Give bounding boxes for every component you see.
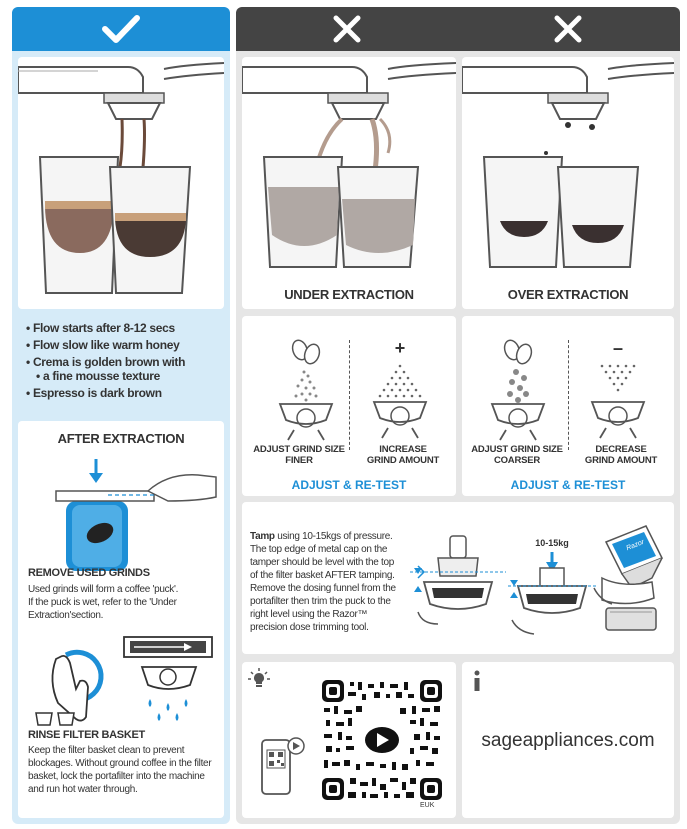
under-extraction-illustration [242, 57, 456, 287]
decrease-amount-icon [588, 362, 648, 442]
decrease-label-1: DECREASE [595, 444, 647, 455]
razor-tool-illustration [592, 518, 672, 638]
pressure-label: 10-15kg [535, 538, 569, 548]
finer-label-1: ADJUST GRIND SIZE [253, 444, 345, 455]
coarser-label-2: COARSER [493, 455, 541, 466]
tamp-text-3: tamper should be level with the top [250, 557, 395, 568]
rinse-illustration [26, 633, 216, 729]
coarser-grind-icon [488, 338, 548, 442]
qr-region-code: EUK [420, 802, 435, 809]
tamp-text-4: of the filter basket AFTER tamping. [250, 570, 395, 581]
info-icon [470, 670, 484, 692]
check-icon [102, 14, 140, 44]
decrease-label-2: GRIND AMOUNT [584, 455, 658, 466]
point-crema: • Crema is golden brown with [26, 355, 226, 369]
increase-sign: + [394, 338, 406, 358]
tamp-bold: Tamp [250, 531, 275, 542]
remove-grinds-text-2: If the puck is wet, refer to the 'Under [28, 597, 177, 608]
website-url[interactable]: sageappliances.com [481, 730, 655, 751]
rinse-text-1: Keep the filter basket clean to prevent [28, 745, 185, 756]
razor-label: Razor [625, 538, 646, 553]
over-retest-label: ADJUST & RE-TEST [510, 478, 626, 492]
over-adjust-card [462, 316, 674, 496]
decrease-sign: – [612, 338, 623, 358]
after-extraction-title: AFTER EXTRACTION [57, 431, 185, 446]
increase-amount-icon [370, 362, 430, 442]
tamp-text-2: The top edge of metal cap on the [250, 544, 388, 555]
remove-grinds-text-3: Extraction'section. [28, 610, 104, 621]
rinse-text-4: and run hot water through. [28, 784, 138, 795]
incorrect-header [236, 7, 680, 51]
qr-card [242, 662, 456, 818]
tamp-card [242, 502, 674, 654]
good-shot-card [18, 57, 224, 309]
under-extraction-card [242, 57, 456, 309]
tamp-text-6: portafilter then trim the puck to the [250, 596, 391, 607]
tamper-level-illustration [408, 532, 508, 632]
tamp-text-1: using 10-15kgs of pressure. [277, 531, 393, 542]
rinse-basket-title: RINSE FILTER BASKET [28, 729, 145, 741]
remove-grinds-title: REMOVE USED GRINDS [28, 567, 150, 579]
remove-grinds-text-1: Used grinds will form a coffee 'puck'. [28, 584, 179, 595]
over-extraction-card [462, 57, 674, 309]
good-shot-illustration [18, 57, 224, 309]
finer-label-2: FINER [285, 455, 313, 466]
rinse-text-2: blockages. Without ground coffee in the filter [28, 758, 212, 769]
tamp-text-8: precision dose trimming tool. [250, 622, 369, 633]
coarser-label-1: ADJUST GRIND SIZE [471, 444, 563, 455]
increase-label-2: GRIND AMOUNT [366, 455, 440, 466]
phone-icon [260, 736, 306, 796]
point-flow-speed: • Flow slow like warm honey [26, 338, 226, 352]
under-extraction-title: UNDER EXTRACTION [284, 287, 414, 302]
increase-label-1: INCREASE [379, 444, 427, 455]
correct-header [12, 7, 230, 51]
website-card [462, 662, 674, 818]
cross-icon [554, 15, 582, 43]
point-espresso-color: • Espresso is dark brown [26, 386, 226, 400]
point-crema-2: • a fine mousse texture [26, 369, 226, 383]
over-extraction-illustration [462, 57, 674, 287]
cross-icon [333, 15, 361, 43]
under-retest-label: ADJUST & RE-TEST [291, 478, 407, 492]
over-extraction-title: OVER EXTRACTION [507, 287, 629, 302]
knock-box-illustration [48, 455, 218, 571]
qr-code[interactable] [322, 680, 442, 800]
rinse-text-3: basket, lock the portafilter into the machine [28, 771, 205, 782]
lightbulb-icon [248, 668, 270, 690]
tamp-text-7: right level using the Razor™ [250, 609, 368, 620]
correct-points [26, 321, 226, 400]
after-extraction-card [18, 421, 224, 818]
point-flow-start: • Flow starts after 8-12 secs [26, 321, 226, 335]
finer-grind-icon [276, 338, 336, 442]
pressure-illustration [508, 550, 596, 640]
under-adjust-card [242, 316, 456, 496]
tamp-text-5: Remove the dosing funnel from the [250, 583, 396, 594]
